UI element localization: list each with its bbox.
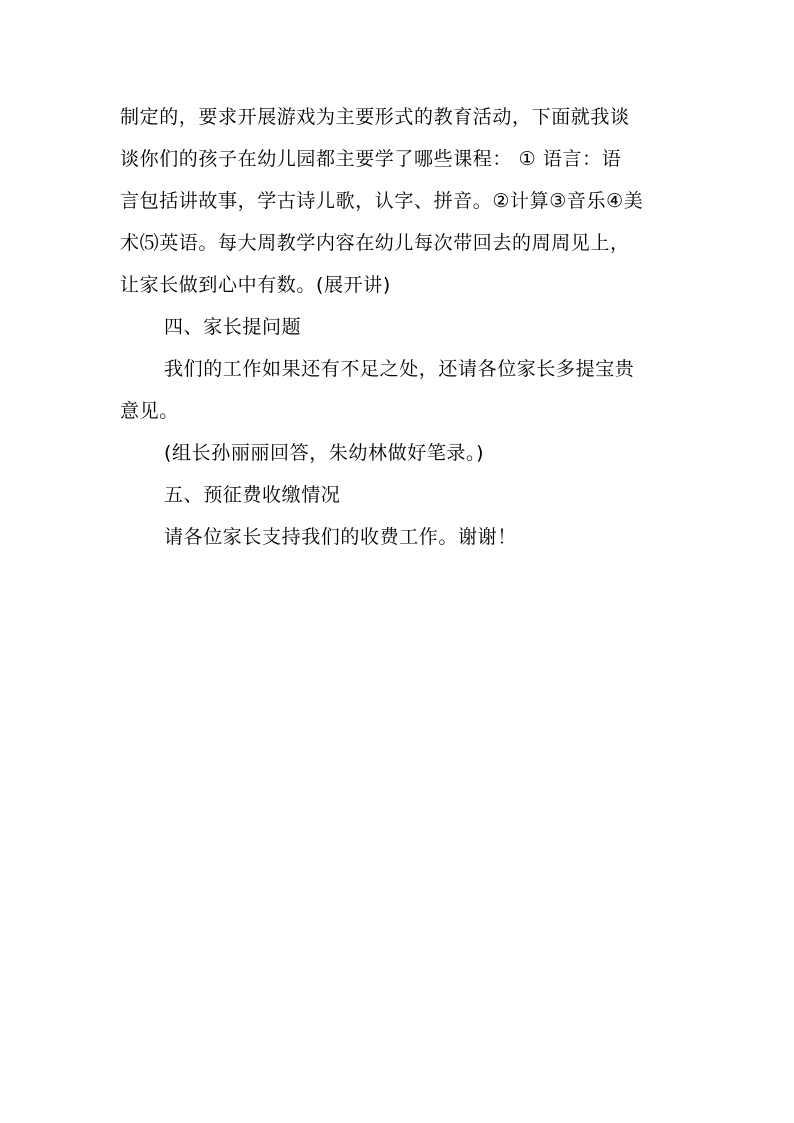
- body-text-line: 意见。: [120, 400, 179, 422]
- body-text-line: 请各位家长支持我们的收费工作。谢谢！: [164, 526, 517, 548]
- section-heading-fee-collection: 五、预征费收缴情况: [164, 484, 341, 506]
- section-heading-parent-questions: 四、家长提问题: [164, 316, 302, 338]
- body-text-line: 术⑸英语。每大周教学内容在幼儿每次带回去的周周见上，: [120, 232, 630, 254]
- body-text-line: 让家长做到心中有数。(展开讲): [120, 274, 391, 296]
- body-text-line: 我们的工作如果还有不足之处，还请各位家长多提宝贵: [164, 358, 635, 380]
- body-text-line: 谈你们的孩子在幼儿园都主要学了哪些课程： ① 语言：语: [120, 148, 622, 170]
- body-text-line: (组长孙丽丽回答，朱幼林做好笔录。): [164, 442, 485, 464]
- body-text-line: 言包括讲故事，学古诗儿歌，认字、拼音。②计算③音乐④美: [120, 190, 644, 212]
- body-text-line: 制定的，要求开展游戏为主要形式的教育活动，下面就我谈: [120, 106, 630, 128]
